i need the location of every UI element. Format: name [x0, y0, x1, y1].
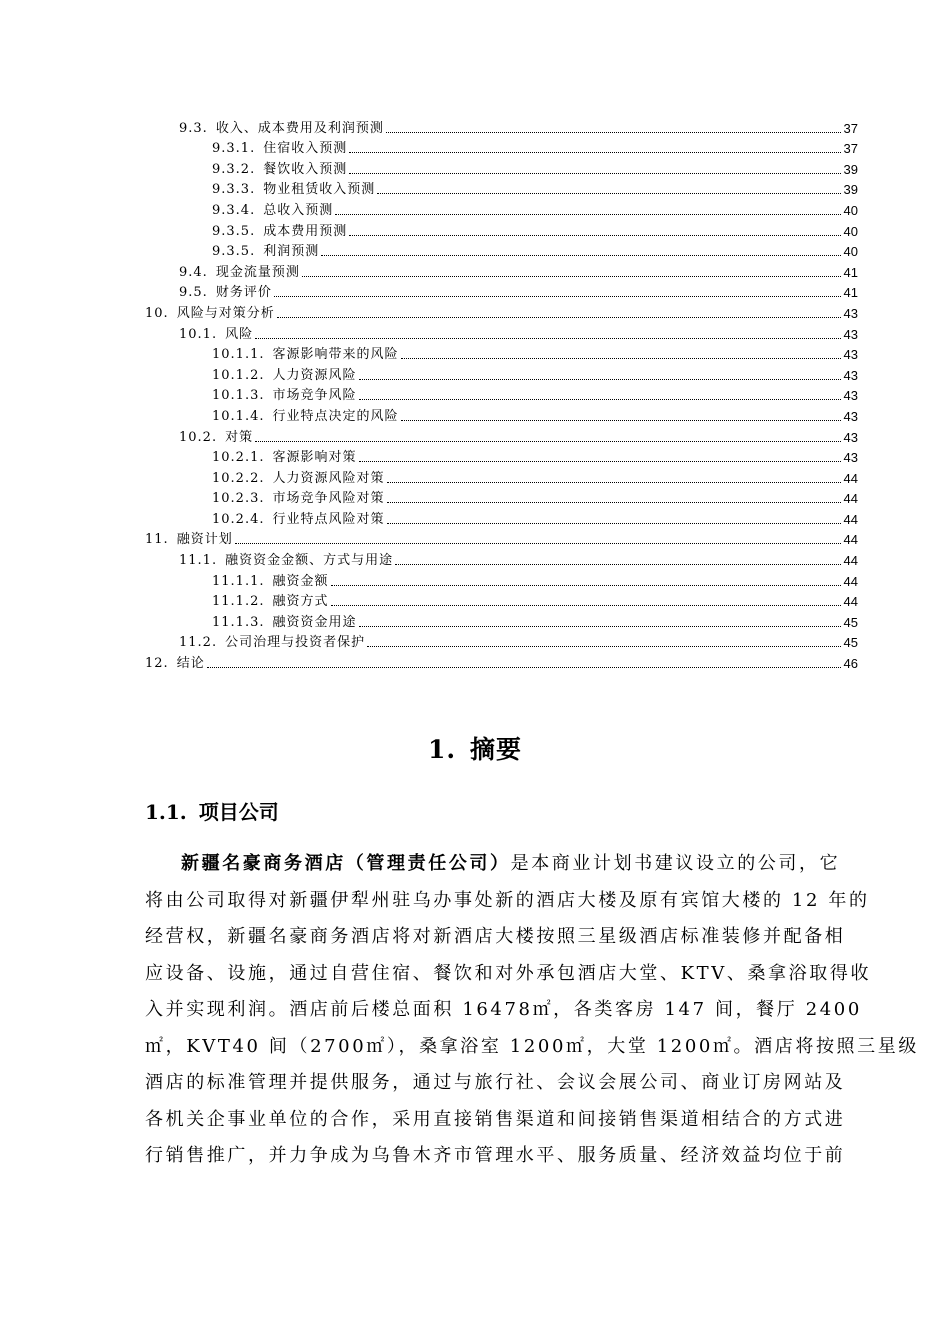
toc-entry-title: 风险与对策分析 — [176, 305, 275, 321]
toc-entry-title: 结论 — [176, 656, 205, 672]
toc-entry-number: 12. — [145, 656, 169, 672]
toc-entry-page: 37 — [843, 120, 858, 136]
toc-entry[interactable] — [145, 590, 858, 611]
toc-entry-title: 收入、成本费用及利润预测 — [215, 120, 384, 136]
toc-dot-leader — [387, 481, 842, 483]
toc-entry-number: 9.3. — [179, 120, 208, 136]
body-line — [145, 846, 841, 883]
toc-entry-title: 融资资金金额、方式与用途 — [225, 553, 394, 569]
toc-entry[interactable] — [145, 219, 858, 240]
toc-dot-leader — [349, 172, 841, 174]
toc-entry-number: 10.2.3. — [212, 491, 265, 507]
toc-entry-page: 46 — [843, 656, 858, 672]
toc-entry-page: 44 — [843, 594, 858, 610]
toc-entry-number: 9.3.1. — [212, 141, 256, 157]
toc-dot-leader — [401, 419, 842, 421]
toc-entry-title: 风险 — [225, 326, 254, 342]
toc-entry[interactable] — [145, 240, 858, 261]
toc-entry-title: 客源影响带来的风险 — [272, 347, 399, 363]
toc-dot-leader — [359, 398, 842, 400]
toc-entry-number: 10.2.4. — [212, 511, 265, 527]
toc-entry-number: 10.1.4. — [212, 408, 265, 424]
toc-entry-number: 9.5. — [179, 285, 208, 301]
toc-entry[interactable] — [145, 116, 858, 137]
body-line: 入并实现利润。酒店前后楼总面积 16478㎡，各类客房 147 间，餐厅 2400 — [145, 999, 862, 1020]
toc-entry-title: 市场竞争风险 — [272, 388, 357, 404]
toc-entry-page: 43 — [843, 347, 858, 363]
section-heading-text: 项目公司 — [198, 800, 279, 824]
toc-entry-title: 行业特点风险对策 — [272, 511, 385, 527]
toc-entry-page: 44 — [843, 573, 858, 589]
toc-entry[interactable] — [145, 198, 858, 219]
toc-entry[interactable] — [145, 343, 858, 364]
body-line: 经营权，新疆名豪商务酒店将对新酒店大楼按照三星级酒店标准装修并配备相 — [145, 926, 846, 947]
toc-entry-page: 43 — [843, 450, 858, 466]
toc-entry-number: 11.1.2. — [212, 594, 265, 610]
toc-entry-number: 11.1.1. — [212, 573, 265, 589]
toc-entry-number: 10.1.3. — [212, 388, 265, 404]
toc-entry[interactable] — [145, 384, 858, 405]
toc-entry-page: 44 — [843, 470, 858, 486]
toc-entry-title: 人力资源风险 — [272, 367, 357, 383]
toc-entry[interactable] — [145, 157, 858, 178]
toc-dot-leader — [235, 542, 841, 544]
toc-entry-number: 11. — [145, 532, 169, 548]
toc-entry-title: 融资方式 — [272, 594, 329, 610]
chapter-number: 1. — [427, 735, 457, 764]
toc-entry-title: 融资计划 — [176, 532, 233, 548]
toc-entry-number: 11.1.3. — [212, 614, 265, 630]
toc-entry[interactable] — [145, 569, 858, 590]
toc-entry-page: 41 — [843, 285, 858, 301]
toc-entry-page: 44 — [843, 511, 858, 527]
table-of-contents — [145, 116, 858, 672]
toc-dot-leader — [377, 192, 841, 194]
toc-entry-page: 45 — [843, 614, 858, 630]
toc-dot-leader — [367, 645, 841, 647]
body-line: 酒店的标准管理并提供服务，通过与旅行社、会议会展公司、商业订房网站及 — [145, 1072, 846, 1093]
toc-dot-leader — [386, 131, 841, 133]
toc-dot-leader — [331, 604, 842, 606]
toc-entry-page: 44 — [843, 553, 858, 569]
toc-entry[interactable] — [145, 651, 858, 672]
toc-entry-page: 44 — [843, 532, 858, 548]
toc-dot-leader — [321, 254, 841, 256]
body-line: 行销售推广，并力争成为乌鲁木齐市管理水平、服务质量、经济效益均位于前 — [145, 1145, 846, 1166]
toc-entry-title: 融资资金用途 — [272, 614, 357, 630]
toc-entry-number: 10.1. — [179, 326, 218, 342]
toc-entry-title: 餐饮收入预测 — [263, 161, 348, 177]
section-title — [145, 796, 279, 825]
toc-dot-leader — [387, 522, 842, 524]
toc-entry-title: 财务评价 — [215, 285, 272, 301]
toc-entry-number: 9.3.4. — [212, 202, 256, 218]
toc-entry[interactable] — [145, 301, 858, 322]
toc-entry-number: 11.1. — [179, 553, 218, 569]
toc-entry-number: 11.2. — [179, 635, 218, 651]
toc-entry-number: 10.1.1. — [212, 347, 265, 363]
toc-entry-title: 人力资源风险对策 — [272, 470, 385, 486]
toc-entry-page: 40 — [843, 223, 858, 239]
body-line: ㎡，KVT40 间（2700㎡），桑拿浴室 1200㎡，大堂 1200㎡。酒店将按照三星级 — [145, 1035, 919, 1057]
toc-entry-page: 44 — [843, 491, 858, 507]
toc-entry-number: 10.2.1. — [212, 450, 265, 466]
toc-dot-leader — [274, 295, 841, 297]
toc-entry-page: 39 — [843, 182, 858, 198]
toc-entry-number: 10.2.2. — [212, 470, 265, 486]
toc-entry[interactable] — [145, 137, 858, 158]
toc-dot-leader — [387, 501, 842, 503]
body-line-rest: 是本商业计划书建议设立的公司，它 — [510, 853, 841, 874]
chapter-heading-text: 摘要 — [470, 735, 523, 764]
toc-entry[interactable] — [145, 363, 858, 384]
toc-entry[interactable] — [145, 281, 858, 302]
toc-entry-title: 行业特点决定的风险 — [272, 408, 399, 424]
toc-dot-leader — [255, 337, 841, 339]
body-paragraph — [145, 846, 919, 1175]
toc-dot-leader — [255, 440, 841, 442]
toc-dot-leader — [207, 666, 841, 668]
toc-entry[interactable] — [145, 178, 858, 199]
toc-entry-number: 10.1.2. — [212, 367, 265, 383]
toc-entry-title: 对策 — [225, 429, 254, 445]
toc-dot-leader — [359, 378, 842, 380]
toc-entry-number: 9.3.3. — [212, 182, 256, 198]
toc-entry-title: 成本费用预测 — [263, 223, 348, 239]
toc-entry-page: 43 — [843, 305, 858, 321]
toc-entry-page: 43 — [843, 408, 858, 424]
toc-entry-title: 公司治理与投资者保护 — [225, 635, 366, 651]
toc-entry-title: 现金流量预测 — [215, 264, 300, 280]
toc-entry-number: 10.2. — [179, 429, 218, 445]
chapter-title — [0, 730, 950, 766]
toc-dot-leader — [359, 460, 842, 462]
toc-entry-title: 利润预测 — [263, 244, 320, 260]
toc-entry-number: 9.3.5. — [212, 223, 256, 239]
toc-entry-title: 总收入预测 — [263, 202, 334, 218]
toc-entry[interactable] — [145, 631, 858, 652]
toc-entry[interactable] — [145, 466, 858, 487]
body-line: 将由公司取得对新疆伊犁州驻乌办事处新的酒店大楼及原有宾馆大楼的 12 年的 — [145, 889, 870, 911]
toc-dot-leader — [359, 625, 842, 627]
toc-entry[interactable] — [145, 528, 858, 549]
toc-dot-leader — [349, 234, 841, 236]
toc-entry-page: 43 — [843, 326, 858, 342]
toc-entry[interactable] — [145, 507, 858, 528]
toc-entry-number: 9.3.5. — [212, 244, 256, 260]
body-line: 各机关企事业单位的合作，采用直接销售渠道和间接销售渠道相结合的方式进 — [145, 1108, 846, 1130]
toc-entry-page: 45 — [843, 635, 858, 651]
toc-dot-leader — [401, 357, 842, 359]
toc-entry-title: 住宿收入预测 — [263, 141, 348, 157]
section-number: 1.1. — [145, 800, 187, 824]
toc-entry[interactable] — [145, 446, 858, 467]
toc-entry-number: 10. — [145, 305, 169, 321]
toc-entry-page: 37 — [843, 141, 858, 157]
toc-entry[interactable] — [145, 260, 858, 281]
toc-entry-page: 43 — [843, 388, 858, 404]
toc-dot-leader — [395, 563, 841, 565]
toc-entry-title: 融资金额 — [272, 573, 329, 589]
toc-entry-page: 39 — [843, 161, 858, 177]
body-line: 应设备、设施，通过自营住宿、餐饮和对外承包酒店大堂、KTV、桑拿浴取得收 — [145, 962, 872, 984]
toc-entry[interactable] — [145, 425, 858, 446]
toc-entry-page: 40 — [843, 202, 858, 218]
toc-entry-page: 41 — [843, 264, 858, 280]
toc-entry[interactable] — [145, 548, 858, 569]
toc-entry[interactable] — [145, 322, 858, 343]
toc-entry[interactable] — [145, 404, 858, 425]
toc-entry-page: 43 — [843, 367, 858, 383]
toc-dot-leader — [331, 584, 842, 586]
toc-dot-leader — [335, 213, 841, 215]
toc-entry-number: 9.4. — [179, 264, 208, 280]
toc-entry-page: 40 — [843, 244, 858, 260]
company-name: 新疆名豪商务酒店（管理责任公司） — [181, 853, 511, 874]
toc-dot-leader — [349, 151, 841, 153]
toc-entry[interactable] — [145, 487, 858, 508]
toc-entry-number: 9.3.2. — [212, 161, 256, 177]
toc-dot-leader — [302, 275, 841, 277]
toc-entry-title: 物业租赁收入预测 — [263, 182, 376, 198]
toc-entry-title: 客源影响对策 — [272, 450, 357, 466]
toc-entry-title: 市场竞争风险对策 — [272, 491, 385, 507]
toc-entry-page: 43 — [843, 429, 858, 445]
toc-entry[interactable] — [145, 610, 858, 631]
toc-dot-leader — [277, 316, 841, 318]
